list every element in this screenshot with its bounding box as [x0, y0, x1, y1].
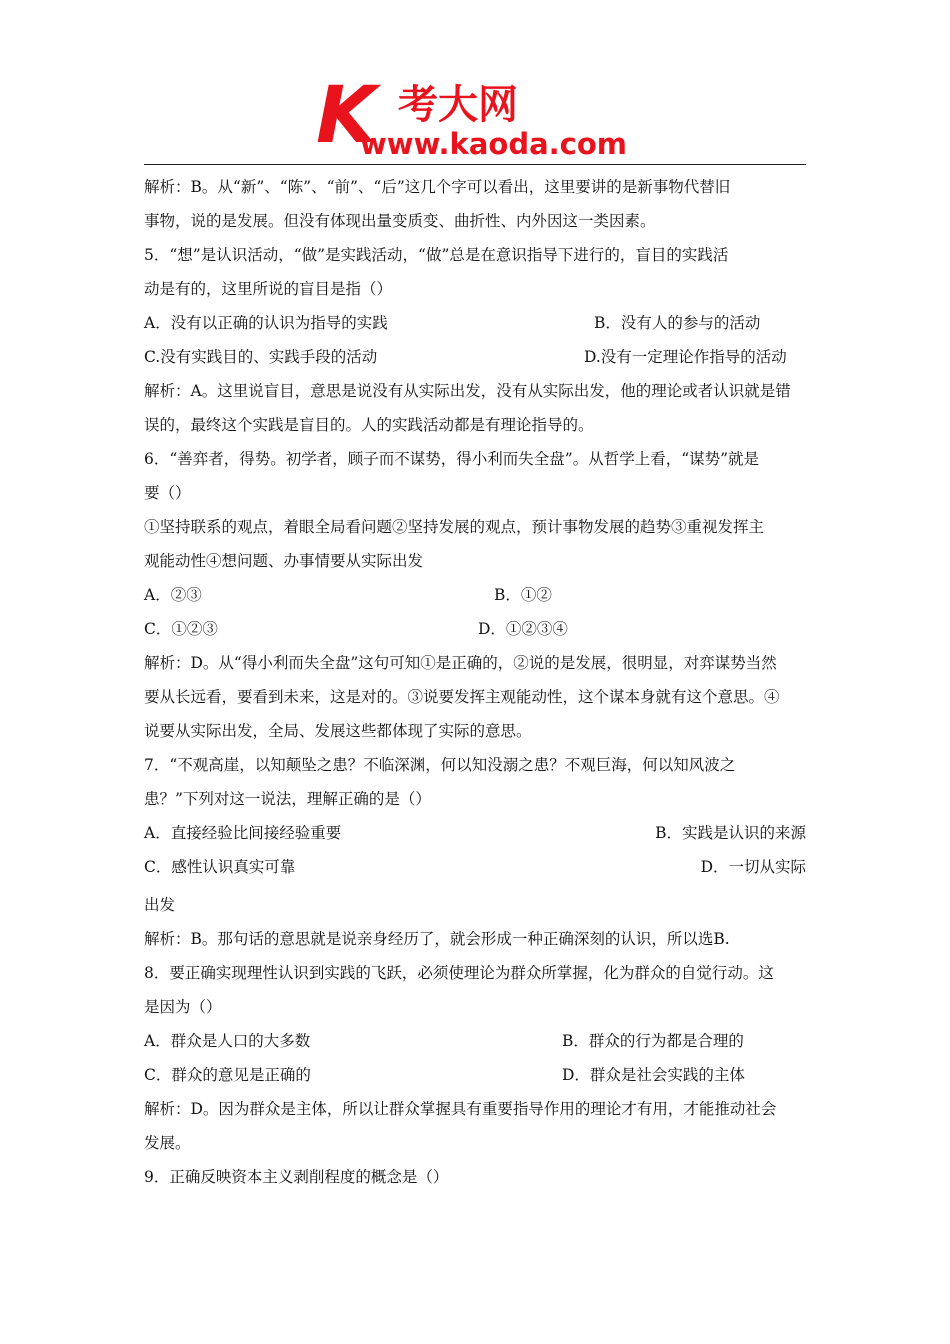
q6-option-d: D．①②③④ [478, 620, 568, 638]
q8-options-row-1 [144, 1024, 806, 1058]
q5-option-a: A．没有以正确的认识为指导的实践 [144, 314, 388, 332]
q6-items-line-2: 观能动性④想问题、办事情要从实际出发 [144, 552, 424, 570]
q7-option-b: B．实践是认识的来源 [655, 824, 806, 842]
q7-option-d-wrap: 出发 [144, 896, 176, 914]
logo-title: 考大网 [398, 82, 518, 128]
q6-items-line-1: ①坚持联系的观点，着眼全局看问题②坚持发展的观点，预计事物发展的趋势③重视发挥主 [144, 518, 765, 536]
q5-analysis-line-1: 解析：A。这里说盲目，意思是说没有从实际出发，没有从实际出发，他的理论或者认识就是错 [144, 382, 791, 400]
q8-option-a: A．群众是人口的大多数 [144, 1032, 311, 1050]
q8-option-b: B．群众的行为都是合理的 [562, 1032, 744, 1050]
kaoda-logo [316, 78, 646, 158]
q8-analysis-line-2: 发展。 [144, 1134, 191, 1152]
logo-url: www.kaoda.com [360, 127, 627, 158]
q6-analysis-line-2: 要从长远看，要看到未来，这是对的。③说要发挥主观能动性，这个谋本身就有这个意思。④ [144, 688, 780, 706]
q6-stem-line-1: 6．“善弈者，得势。初学者，顾子而不谋势，得小利而失全盘”。从哲学上看，“谋势”就是 [144, 450, 760, 468]
q4-analysis-line-2: 事物，说的是发展。但没有体现出量变质变、曲折性、内外因这一类因素。 [144, 212, 656, 230]
q5-option-c: C.没有实践目的、实践手段的活动 [144, 348, 378, 366]
logo-k-letter: K [316, 78, 377, 158]
q7-option-d: D．一切从实际 [700, 858, 806, 876]
q6-option-a: A．②③ [144, 586, 202, 604]
q4-analysis-line-1: 解析：B。从“新”、“陈”、“前”、“后”这几个字可以看出，这里要讲的是新事物代替旧 [144, 178, 731, 196]
q5-option-b: B．没有人的参与的活动 [594, 314, 761, 332]
q7-stem-line-2: 患？”下列对这一说法，理解正确的是（） [144, 790, 431, 808]
q6-analysis-line-3: 说要从实际出发，全局、发展这些都体现了实际的意思。 [144, 722, 532, 740]
q6-options-row-1 [144, 578, 806, 612]
q5-analysis-line-2: 误的，最终这个实践是盲目的。人的实践活动都是有理论指导的。 [144, 416, 594, 434]
q7-stem-line-1: 7．“不观高崖，以知颠坠之患？不临深渊，何以知没溺之患？不观巨海，何以知风波之 [144, 756, 736, 774]
q8-option-c: C．群众的意见是正确的 [144, 1066, 311, 1084]
header-divider [144, 164, 806, 165]
q6-analysis-line-1: 解析：D。从“得小利而失全盘”这句可知①是正确的，②说的是发展，很明显，对弈谋势当然 [144, 654, 777, 672]
q8-option-d: D．群众是社会实践的主体 [562, 1066, 745, 1084]
q5-option-d: D.没有一定理论作指导的活动 [584, 348, 787, 366]
q8-stem-line-2: 是因为（） [144, 998, 222, 1016]
kaoda-logo-graphic [316, 78, 646, 158]
q5-options-row-2 [144, 340, 806, 374]
q7-options-row-2 [144, 850, 806, 884]
q7-analysis-line-1: 解析：B。那句话的意思就是说亲身经历了，就会形成一种正确深刻的认识，所以选B. [144, 930, 730, 948]
q8-stem-line-1: 8．要正确实现理性认识到实践的飞跃，必须使理论为群众所掌握，化为群众的自觉行动。这 [144, 964, 774, 982]
q6-stem-line-2: 要（） [144, 484, 191, 502]
q6-options-row-2 [144, 612, 806, 646]
q5-stem-line-1: 5．“想”是认识活动，“做”是实践活动，“做”总是在意识指导下进行的，盲目的实践活 [144, 246, 729, 264]
q5-options-row-1 [144, 306, 806, 340]
q6-option-c: C．①②③ [144, 620, 218, 638]
q8-options-row-2 [144, 1058, 806, 1092]
q5-stem-line-2: 动是有的，这里所说的盲目是指（） [144, 280, 393, 298]
q6-option-b: B．①② [494, 586, 552, 604]
q9-stem-line-1: 9．正确反映资本主义剥削程度的概念是（） [144, 1168, 449, 1186]
document-body [144, 170, 806, 1194]
q8-analysis-line-1: 解析：D。因为群众是主体，所以让群众掌握具有重要指导作用的理论才有用，才能推动社会 [144, 1100, 777, 1118]
q7-option-c: C．感性认识真实可靠 [144, 858, 296, 876]
q7-options-row-1 [144, 816, 806, 850]
q7-option-a: A．直接经验比间接经验重要 [144, 824, 342, 842]
